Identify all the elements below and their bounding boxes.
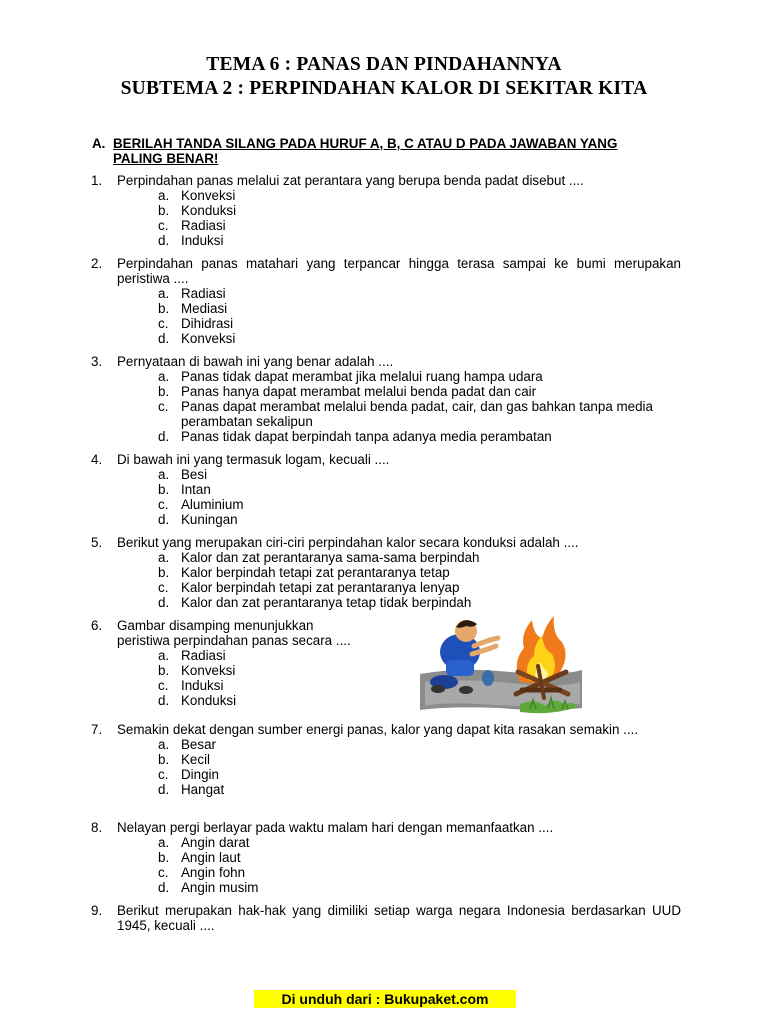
question-stem: Nelayan pergi berlayar pada waktu malam hari dengan memanfaatkan ....	[117, 820, 554, 835]
question-6	[91, 618, 681, 708]
question-7	[91, 722, 681, 797]
title-theme: TEMA 6 : PANAS DAN PINDAHANNYA	[206, 54, 562, 75]
question-number: 2.	[91, 256, 103, 271]
option-d[interactable]: d. Kalor dan zat perantaranya tetap tidak berpindah	[158, 595, 472, 610]
question-number: 7.	[91, 722, 103, 737]
question-stem: Semakin dekat dengan sumber energi panas, kalor yang dapat kita rasakan semakin ....	[117, 722, 639, 737]
option-d[interactable]: d. Konveksi	[158, 331, 236, 346]
question-number: 1.	[91, 173, 103, 188]
question-9	[91, 903, 681, 933]
option-c[interactable]: c. Aluminium	[158, 497, 244, 512]
option-b[interactable]: b. Kalor berpindah tetapi zat perantaranya tetap	[158, 565, 450, 580]
option-c[interactable]: c. Dihidrasi	[158, 316, 234, 331]
option-d[interactable]: d. Hangat	[158, 782, 225, 797]
option-a[interactable]: a. Besar	[158, 737, 216, 752]
option-b[interactable]: b. Panas hanya dapat merambat melalui benda padat dan cair	[158, 384, 537, 399]
option-c[interactable]: c. Radiasi	[158, 218, 226, 233]
question-stem: Gambar disamping menunjukkan peristiwa perpindahan panas secara ....	[117, 618, 351, 648]
option-a[interactable]: a. Besi	[158, 467, 208, 482]
option-d[interactable]: d. Panas tidak dapat berpindah tanpa adanya media perambatan	[158, 429, 552, 444]
question-4	[91, 452, 681, 527]
option-c[interactable]: c. Induksi	[158, 678, 224, 693]
option-a[interactable]: a. Radiasi	[158, 286, 226, 301]
option-c[interactable]: c. Angin fohn	[158, 865, 246, 880]
question-stem: Perpindahan panas matahari yang terpancar hingga terasa sampai ke bumi merupakan peristiwa ....	[117, 256, 681, 286]
option-b[interactable]: b. Konduksi	[158, 203, 237, 218]
question-5	[91, 535, 681, 610]
question-number: 9.	[91, 903, 103, 918]
question-number: 3.	[91, 354, 103, 369]
option-c[interactable]: c. Dingin	[158, 767, 219, 782]
option-b[interactable]: b. Kecil	[158, 752, 211, 767]
option-d[interactable]: d. Konduksi	[158, 693, 237, 708]
option-d[interactable]: d. Kuningan	[158, 512, 238, 527]
question-stem: Di bawah ini yang termasuk logam, kecuali ....	[117, 452, 390, 467]
option-b[interactable]: b. Konveksi	[158, 663, 236, 678]
option-b[interactable]: b. Intan	[158, 482, 211, 497]
question-8	[91, 820, 681, 895]
option-a[interactable]: a. Angin darat	[158, 835, 250, 850]
campfire-illustration	[420, 612, 582, 720]
option-a[interactable]: a. Konveksi	[158, 188, 236, 203]
option-c[interactable]: c. Kalor berpindah tetapi zat perantaranya lenyap	[158, 580, 460, 595]
option-d[interactable]: d. Angin musim	[158, 880, 259, 895]
option-b[interactable]: b. Mediasi	[158, 301, 228, 316]
question-3	[91, 354, 681, 444]
question-number: 4.	[91, 452, 103, 467]
section-letter: A.	[92, 136, 106, 151]
question-stem: Berikut yang merupakan ciri-ciri perpindahan kalor secara konduksi adalah ....	[117, 535, 579, 550]
question-stem: Berikut merupakan hak-hak yang dimiliki setiap warga negara Indonesia berdasarkan UUD 1945, kecuali ....	[117, 903, 681, 933]
question-2	[91, 256, 681, 346]
option-b[interactable]: b. Angin laut	[158, 850, 241, 865]
download-source-footer: Di unduh dari : Bukupaket.com	[254, 990, 516, 1008]
option-a[interactable]: a. Kalor dan zat perantaranya sama-sama berpindah	[158, 550, 480, 565]
option-a[interactable]: a. Panas tidak dapat merambat jika melalui ruang hampa udara	[158, 369, 543, 384]
option-a[interactable]: a. Radiasi	[158, 648, 226, 663]
option-d[interactable]: d. Induksi	[158, 233, 224, 248]
question-stem: Perpindahan panas melalui zat perantara yang berupa benda padat disebut ....	[117, 173, 584, 188]
section-instruction: BERILAH TANDA SILANG PADA HURUF A, B, C ATAU D PADA JAWABAN YANG PALING BENAR!	[113, 136, 618, 166]
question-stem: Pernyataan di bawah ini yang benar adalah ....	[117, 354, 394, 369]
title-subtheme: SUBTEMA 2 : PERPINDAHAN KALOR DI SEKITAR KITA	[120, 78, 648, 99]
question-number: 6.	[91, 618, 103, 633]
question-number: 5.	[91, 535, 103, 550]
question-1	[91, 173, 681, 248]
option-c[interactable]: c. Panas dapat merambat melalui benda padat, cair, dan gas bahkan tanpa media perambatan sekalipun	[158, 399, 653, 429]
question-number: 8.	[91, 820, 103, 835]
